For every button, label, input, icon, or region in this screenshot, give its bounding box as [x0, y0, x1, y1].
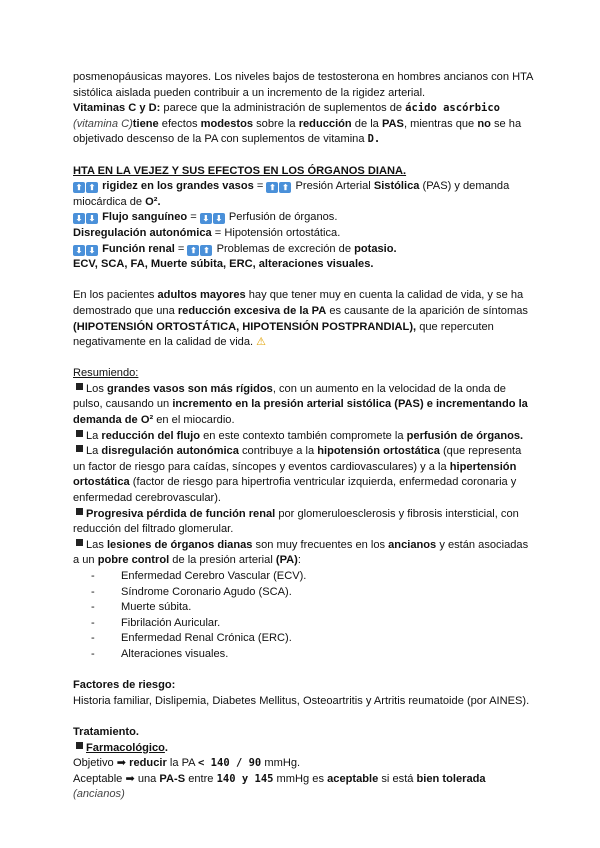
hta-line-complicaciones: ECV, SCA, FA, Muerte súbita, ERC, alteraciones visuales.	[73, 258, 374, 271]
resumen-item-vasos: Los grandes vasos son más rígidos, con un aumento en la velocidad de la onda de pulso, causando un incremento en la presión arterial sistólica (PAS) e incrementando la demanda de O² en el miocardio.	[73, 382, 528, 427]
resumen-item-disregulacion: La disregulación autonómica contribuye a la hipotensión ortostática (que representa un factor de riesgo para caídas, síncopes y eventos cardiovasculares) y a la hipertensión ortostática (factor de riesgo para hipertrofia ventricular izquierda, enfermedad coronaria y enfermedad cerebrovascular).	[73, 445, 522, 505]
arrow-down-icon: ⬇	[213, 213, 225, 224]
list-item: - Muerte súbita.	[91, 600, 533, 616]
arrow-up-icon: ⬆	[200, 245, 212, 256]
arrow-down-icon: ⬇	[86, 213, 98, 224]
warning-icon: ⚠	[256, 336, 267, 349]
lesiones-list	[73, 569, 533, 663]
vitamins-paragraph: Vitaminas C y D: parece que la administración de suplementos de ácido ascórbico (vitamina C)tiene efectos modestos sobre la reducción de la PAS, mientras que no se ha objetivado descenso de la PA con suplementos de vitamina D.	[73, 102, 522, 146]
farmacologico-subheading: Farmacológico.	[73, 741, 533, 757]
factores-text: Historia familiar, Dislipemia, Diabetes Mellitus, Osteoartritis y Artritis reumatoide (por AINES).	[73, 694, 530, 707]
arrow-down-icon: ⬇	[200, 213, 212, 224]
factores-heading: Factores de riesgo:	[73, 679, 176, 692]
hta-line-flujo: ⬇ ⬇ Flujo sanguíneo = ⬇ ⬇ Perfusión de órganos.	[73, 210, 533, 226]
square-bullet-icon	[76, 539, 83, 546]
arrow-down-icon: ⬇	[86, 245, 98, 256]
arrow-down-icon: ⬇	[73, 245, 85, 256]
arrow-up-icon: ⬆	[73, 182, 85, 193]
arrow-up-icon: ⬆	[279, 182, 291, 193]
resumen-item-renal: Progresiva pérdida de función renal por glomeruloesclerosis y fibrosis intersticial, con reducción del filtrado glomerular.	[73, 507, 519, 536]
ancianos-note: (ancianos)	[73, 788, 125, 801]
list-item: - Enfermedad Renal Crónica (ERC).	[91, 631, 533, 647]
square-bullet-icon	[76, 445, 83, 452]
resumen-heading: Resumiendo:	[73, 367, 139, 380]
square-bullet-icon	[76, 508, 83, 515]
intro-paragraph: posmenopáusicas mayores. Los niveles bajos de testosterona en hombres ancianos con HTA sistólica aislada pueden contribuir a un incremento de la rigidez arterial.	[73, 71, 533, 99]
list-item: - Síndrome Coronario Agudo (SCA).	[91, 585, 533, 601]
arrow-up-icon: ⬆	[266, 182, 278, 193]
hta-line-renal: ⬇ ⬇ Función renal = ⬆ ⬆ Problemas de excreción de potasio.	[73, 242, 533, 258]
arrow-right-icon: ➡	[125, 772, 135, 785]
aceptable-line: Aceptable ➡ una PA-S entre 140 y 145 mmHg es aceptable si está bien tolerada	[73, 772, 486, 785]
arrow-right-icon: ➡	[116, 757, 127, 770]
list-item: - Enfermedad Cerebro Vascular (ECV).	[91, 569, 533, 585]
square-bullet-icon	[76, 742, 83, 749]
resumen-item-lesiones: Las lesiones de órganos dianas son muy frecuentes en los ancianos y están asociadas a un pobre control de la presión arterial (PA):	[73, 538, 529, 567]
tratamiento-heading: Tratamiento.	[73, 725, 139, 738]
document-page	[73, 70, 533, 803]
hta-heading: HTA EN LA VEJEZ Y SUS EFECTOS EN LOS ÓRGANOS DIANA.	[73, 164, 407, 177]
hta-line-rigidez: ⬆ ⬆ rigidez en los grandes vasos = ⬆ ⬆ Presión Arterial Sistólica (PAS) y demanda miocárdica de O².	[73, 180, 510, 208]
list-item: - Fibrilación Auricular.	[91, 616, 533, 632]
arrow-down-icon: ⬇	[73, 213, 85, 224]
square-bullet-icon	[76, 430, 83, 437]
objetivo-line: Objetivo ➡ reducir la PA < 140 / 90 mmHg.	[73, 757, 301, 770]
adultos-paragraph: En los pacientes adultos mayores hay que tener muy en cuenta la calidad de vida, y se ha demostrado que una reducción excesiva de la PA es causante de la aparición de síntomas (HIPOTENSIÓN ORTOSTÁTICA, HIPOTENSIÓN POSTPRANDIAL), que repercuten negativamente en la calidad de vida. ⚠	[73, 289, 528, 349]
list-item: - Alteraciones visuales.	[91, 647, 533, 663]
hta-line-disregulacion: Disregulación autonómica = Hipotensión ortostática.	[73, 226, 341, 239]
arrow-up-icon: ⬆	[187, 245, 199, 256]
arrow-up-icon: ⬆	[86, 182, 98, 193]
resumen-item-flujo: La reducción del flujo en este contexto también compromete la perfusión de órganos.	[73, 429, 533, 445]
square-bullet-icon	[76, 383, 83, 390]
